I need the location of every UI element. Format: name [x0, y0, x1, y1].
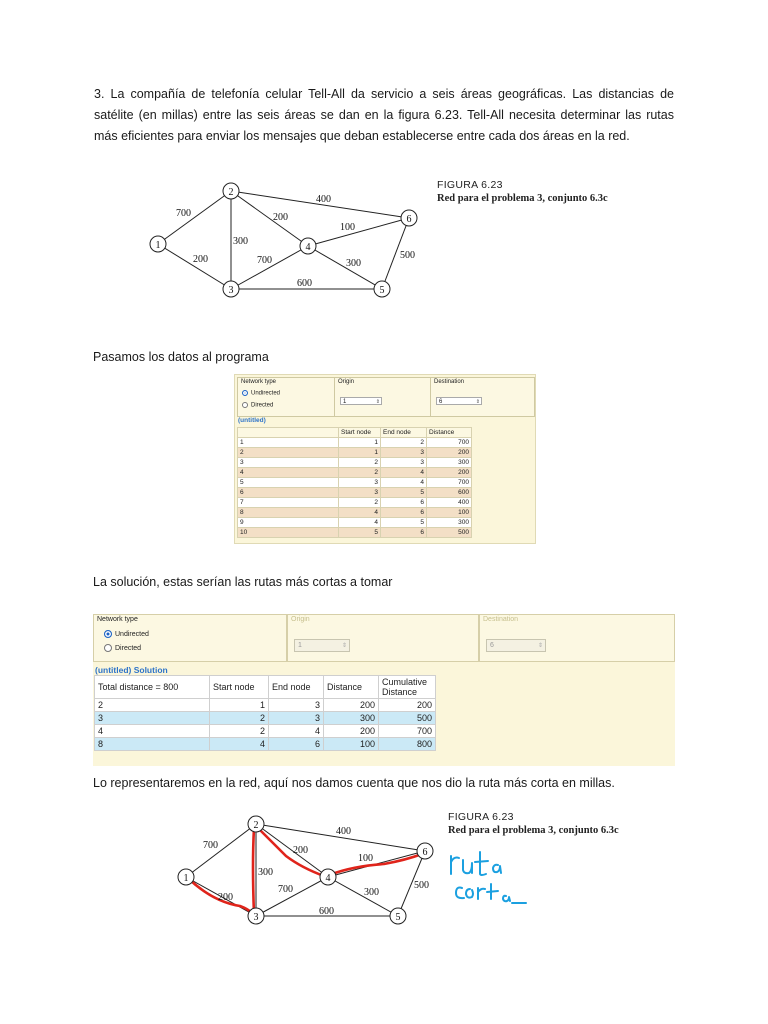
table-row[interactable] [238, 438, 472, 448]
column-header: End node [381, 428, 427, 438]
row-index: 7 [238, 498, 339, 508]
node-1: 1 [183, 873, 189, 884]
input-panel [234, 374, 536, 544]
distance-cell[interactable]: 700 [427, 438, 472, 448]
cumulative-distance-cell: 200 [379, 699, 436, 712]
end-node-cell[interactable]: 4 [381, 468, 427, 478]
row-index: 6 [238, 488, 339, 498]
column-header: Distance [427, 428, 472, 438]
undirected-radio[interactable] [242, 390, 280, 397]
start-node-cell[interactable]: 2 [339, 498, 381, 508]
edge-label-4-6: 100 [340, 222, 355, 233]
radio-selected-icon [242, 390, 248, 396]
table-row[interactable] [95, 712, 436, 725]
node-6: 6 [406, 214, 412, 225]
node-1: 1 [155, 240, 161, 251]
edge-label-1-3: 200 [193, 254, 208, 265]
start-node-cell[interactable]: 2 [339, 468, 381, 478]
row-index: 8 [95, 738, 210, 751]
end-node-cell[interactable]: 6 [381, 508, 427, 518]
origin-spinner[interactable] [294, 639, 350, 652]
end-node-cell[interactable]: 3 [381, 448, 427, 458]
network-type-title: Network type [97, 616, 138, 623]
network-type-group [237, 377, 335, 417]
radio-empty-icon [104, 644, 112, 652]
start-node-cell: 2 [210, 712, 269, 725]
row-index: 5 [238, 478, 339, 488]
column-header: Distance [324, 676, 379, 699]
destination-value: 6 [490, 642, 494, 649]
origin-value: 1 [298, 642, 302, 649]
start-node-cell[interactable]: 4 [339, 508, 381, 518]
start-node-cell[interactable]: 2 [339, 458, 381, 468]
end-node-cell[interactable]: 6 [381, 498, 427, 508]
row-index: 9 [238, 518, 339, 528]
solution-table [94, 675, 436, 751]
distance-cell: 200 [324, 725, 379, 738]
edge-label-2-6: 400 [316, 194, 331, 205]
distance-cell[interactable]: 200 [427, 468, 472, 478]
row-index: 3 [238, 458, 339, 468]
solution-sheet-label: (untitled) Solution [95, 665, 168, 675]
problem-statement: 3. La compañía de telefonía celular Tell-All da servicio a seis áreas geográficas. Las distancias de satélite (en millas) entre las seis áreas se dan en la figura 6.23. Tell-All necesita determinar las rutas más eficientes para enviar los mensajes que deban establecerse entre cada dos áreas en la red. [94, 87, 674, 143]
start-node-cell[interactable]: 3 [339, 478, 381, 488]
distance-cell: 200 [324, 699, 379, 712]
solution-panel [93, 614, 675, 766]
distance-cell: 100 [324, 738, 379, 751]
end-node-cell[interactable]: 5 [381, 518, 427, 528]
node-2: 2 [228, 187, 234, 198]
distance-cell[interactable]: 500 [427, 528, 472, 538]
origin-group [287, 614, 479, 662]
spinner-arrows-icon[interactable]: ⇕ [375, 399, 380, 405]
start-node-cell[interactable]: 3 [339, 488, 381, 498]
directed-label: Directed [115, 644, 142, 652]
edge-label-3-5: 600 [297, 278, 312, 289]
destination-group [430, 377, 535, 417]
figure-title: FIGURA 6.23 [437, 179, 503, 191]
node-6: 6 [422, 847, 428, 858]
table-header-row [95, 676, 436, 699]
start-node-cell: 1 [210, 699, 269, 712]
edge-label-2-4: 200 [273, 212, 288, 223]
radio-selected-icon [104, 630, 112, 638]
table-row[interactable] [238, 488, 472, 498]
destination-spinner[interactable] [436, 397, 482, 405]
edge-label-3-4: 700 [257, 255, 272, 266]
distance-cell[interactable]: 100 [427, 508, 472, 518]
network-type-title: Network type [241, 379, 277, 385]
undirected-label: Undirected [251, 390, 281, 397]
edge-label-4-5: 300 [364, 887, 379, 898]
row-index: 1 [238, 438, 339, 448]
row-index: 8 [238, 508, 339, 518]
start-node-cell[interactable]: 4 [339, 518, 381, 528]
edge-label-1-2: 700 [176, 208, 191, 219]
distance-cell[interactable]: 600 [427, 488, 472, 498]
end-node-cell[interactable]: 2 [381, 438, 427, 448]
edge-label-4-5: 300 [346, 258, 361, 269]
handwritten-annotation [446, 848, 530, 912]
table-row[interactable] [238, 518, 472, 528]
edge-label-3-5: 600 [319, 906, 334, 917]
section-label-representation: Lo representaremos en la red, aquí nos damos cuenta que nos dio la ruta más corta en millas. [93, 776, 615, 790]
destination-group [479, 614, 675, 662]
edge-label-2-3: 300 [233, 236, 248, 247]
spinner-arrows-icon[interactable]: ⇕ [475, 399, 480, 405]
destination-value: 6 [439, 399, 443, 405]
distance-cell: 300 [324, 712, 379, 725]
row-index: 3 [95, 712, 210, 725]
figure-caption [437, 178, 608, 206]
figure-caption [448, 810, 619, 838]
node-4: 4 [325, 873, 331, 884]
start-node-cell[interactable]: 1 [339, 438, 381, 448]
cumulative-distance-cell: 700 [379, 725, 436, 738]
origin-group [334, 377, 431, 417]
edge-label-5-6: 500 [400, 250, 415, 261]
end-node-cell[interactable]: 6 [381, 528, 427, 538]
network-type-group [93, 614, 287, 662]
table-row[interactable] [238, 448, 472, 458]
end-node-cell: 3 [269, 712, 324, 725]
node-5: 5 [395, 912, 401, 923]
directed-radio[interactable] [104, 644, 141, 652]
distance-cell[interactable]: 300 [427, 458, 472, 468]
figure-subtitle: Red para el problema 3, conjunto 6.3c [437, 193, 608, 204]
distance-cell[interactable]: 300 [427, 518, 472, 528]
edge-label-3-4: 700 [278, 884, 293, 895]
end-node-cell[interactable]: 5 [381, 488, 427, 498]
table-row[interactable] [95, 738, 436, 751]
origin-spinner[interactable] [340, 397, 382, 405]
column-header: Start node [339, 428, 381, 438]
edge-label-2-4: 200 [293, 845, 308, 856]
destination-spinner[interactable] [486, 639, 546, 652]
row-index: 4 [238, 468, 339, 478]
total-distance-label: Total distance = 800 [95, 676, 210, 699]
directed-radio[interactable] [242, 402, 273, 409]
end-node-cell[interactable]: 4 [381, 478, 427, 488]
end-node-cell: 3 [269, 699, 324, 712]
radio-empty-icon [242, 402, 248, 408]
spinner-arrows-icon[interactable]: ⇕ [341, 643, 347, 649]
destination-title: Destination [434, 379, 465, 385]
edge-label-2-6: 400 [336, 826, 351, 837]
row-index: 2 [95, 699, 210, 712]
node-4: 4 [305, 242, 311, 253]
end-node-cell: 4 [269, 725, 324, 738]
node-2: 2 [253, 820, 259, 831]
origin-title: Origin [291, 616, 310, 623]
column-header: Cumulative Distance [379, 676, 436, 699]
edge-label-4-6: 100 [358, 853, 373, 864]
table-header-row [238, 428, 472, 438]
cumulative-distance-cell: 800 [379, 738, 436, 751]
figure-title: FIGURA 6.23 [448, 811, 514, 823]
destination-title: Destination [483, 616, 519, 623]
edge-label-1-3: 200 [218, 892, 233, 903]
undirected-radio[interactable] [104, 630, 149, 638]
table-row[interactable] [238, 508, 472, 518]
edge-label-2-3: 300 [258, 867, 273, 878]
start-node-cell[interactable]: 5 [339, 528, 381, 538]
distance-cell[interactable]: 200 [427, 448, 472, 458]
node-5: 5 [379, 285, 385, 296]
row-index: 10 [238, 528, 339, 538]
undirected-label: Undirected [115, 630, 149, 638]
table-row[interactable] [238, 528, 472, 538]
table-row[interactable] [238, 498, 472, 508]
start-node-cell: 2 [210, 725, 269, 738]
table-row[interactable] [95, 699, 436, 712]
column-header: Start node [210, 676, 269, 699]
sheet-label: (untitled) [238, 417, 266, 424]
input-table [237, 427, 472, 538]
spinner-arrows-icon[interactable]: ⇕ [537, 643, 543, 649]
edge-label-1-2: 700 [203, 840, 218, 851]
end-node-cell[interactable]: 3 [381, 458, 427, 468]
section-label-input: Pasamos los datos al programa [93, 350, 269, 364]
row-index: 4 [95, 725, 210, 738]
section-label-solution: La solución, estas serían las rutas más cortas a tomar [93, 575, 393, 589]
table-row[interactable] [238, 468, 472, 478]
distance-cell[interactable]: 700 [427, 478, 472, 488]
cumulative-distance-cell: 500 [379, 712, 436, 725]
column-header: End node [269, 676, 324, 699]
end-node-cell: 6 [269, 738, 324, 751]
start-node-cell: 4 [210, 738, 269, 751]
edge-label-5-6: 500 [414, 880, 429, 891]
figure-subtitle: Red para el problema 3, conjunto 6.3c [448, 825, 619, 836]
column-header [238, 428, 339, 438]
table-row[interactable] [238, 478, 472, 488]
table-row[interactable] [95, 725, 436, 738]
start-node-cell[interactable]: 1 [339, 448, 381, 458]
row-index: 2 [238, 448, 339, 458]
directed-label: Directed [251, 402, 274, 409]
origin-value: 1 [343, 399, 347, 405]
network-figure [140, 176, 430, 301]
node-3: 3 [228, 285, 234, 296]
table-row[interactable] [238, 458, 472, 468]
network-figure-highlighted [174, 814, 444, 928]
distance-cell[interactable]: 400 [427, 498, 472, 508]
origin-title: Origin [338, 379, 355, 385]
node-3: 3 [253, 912, 259, 923]
